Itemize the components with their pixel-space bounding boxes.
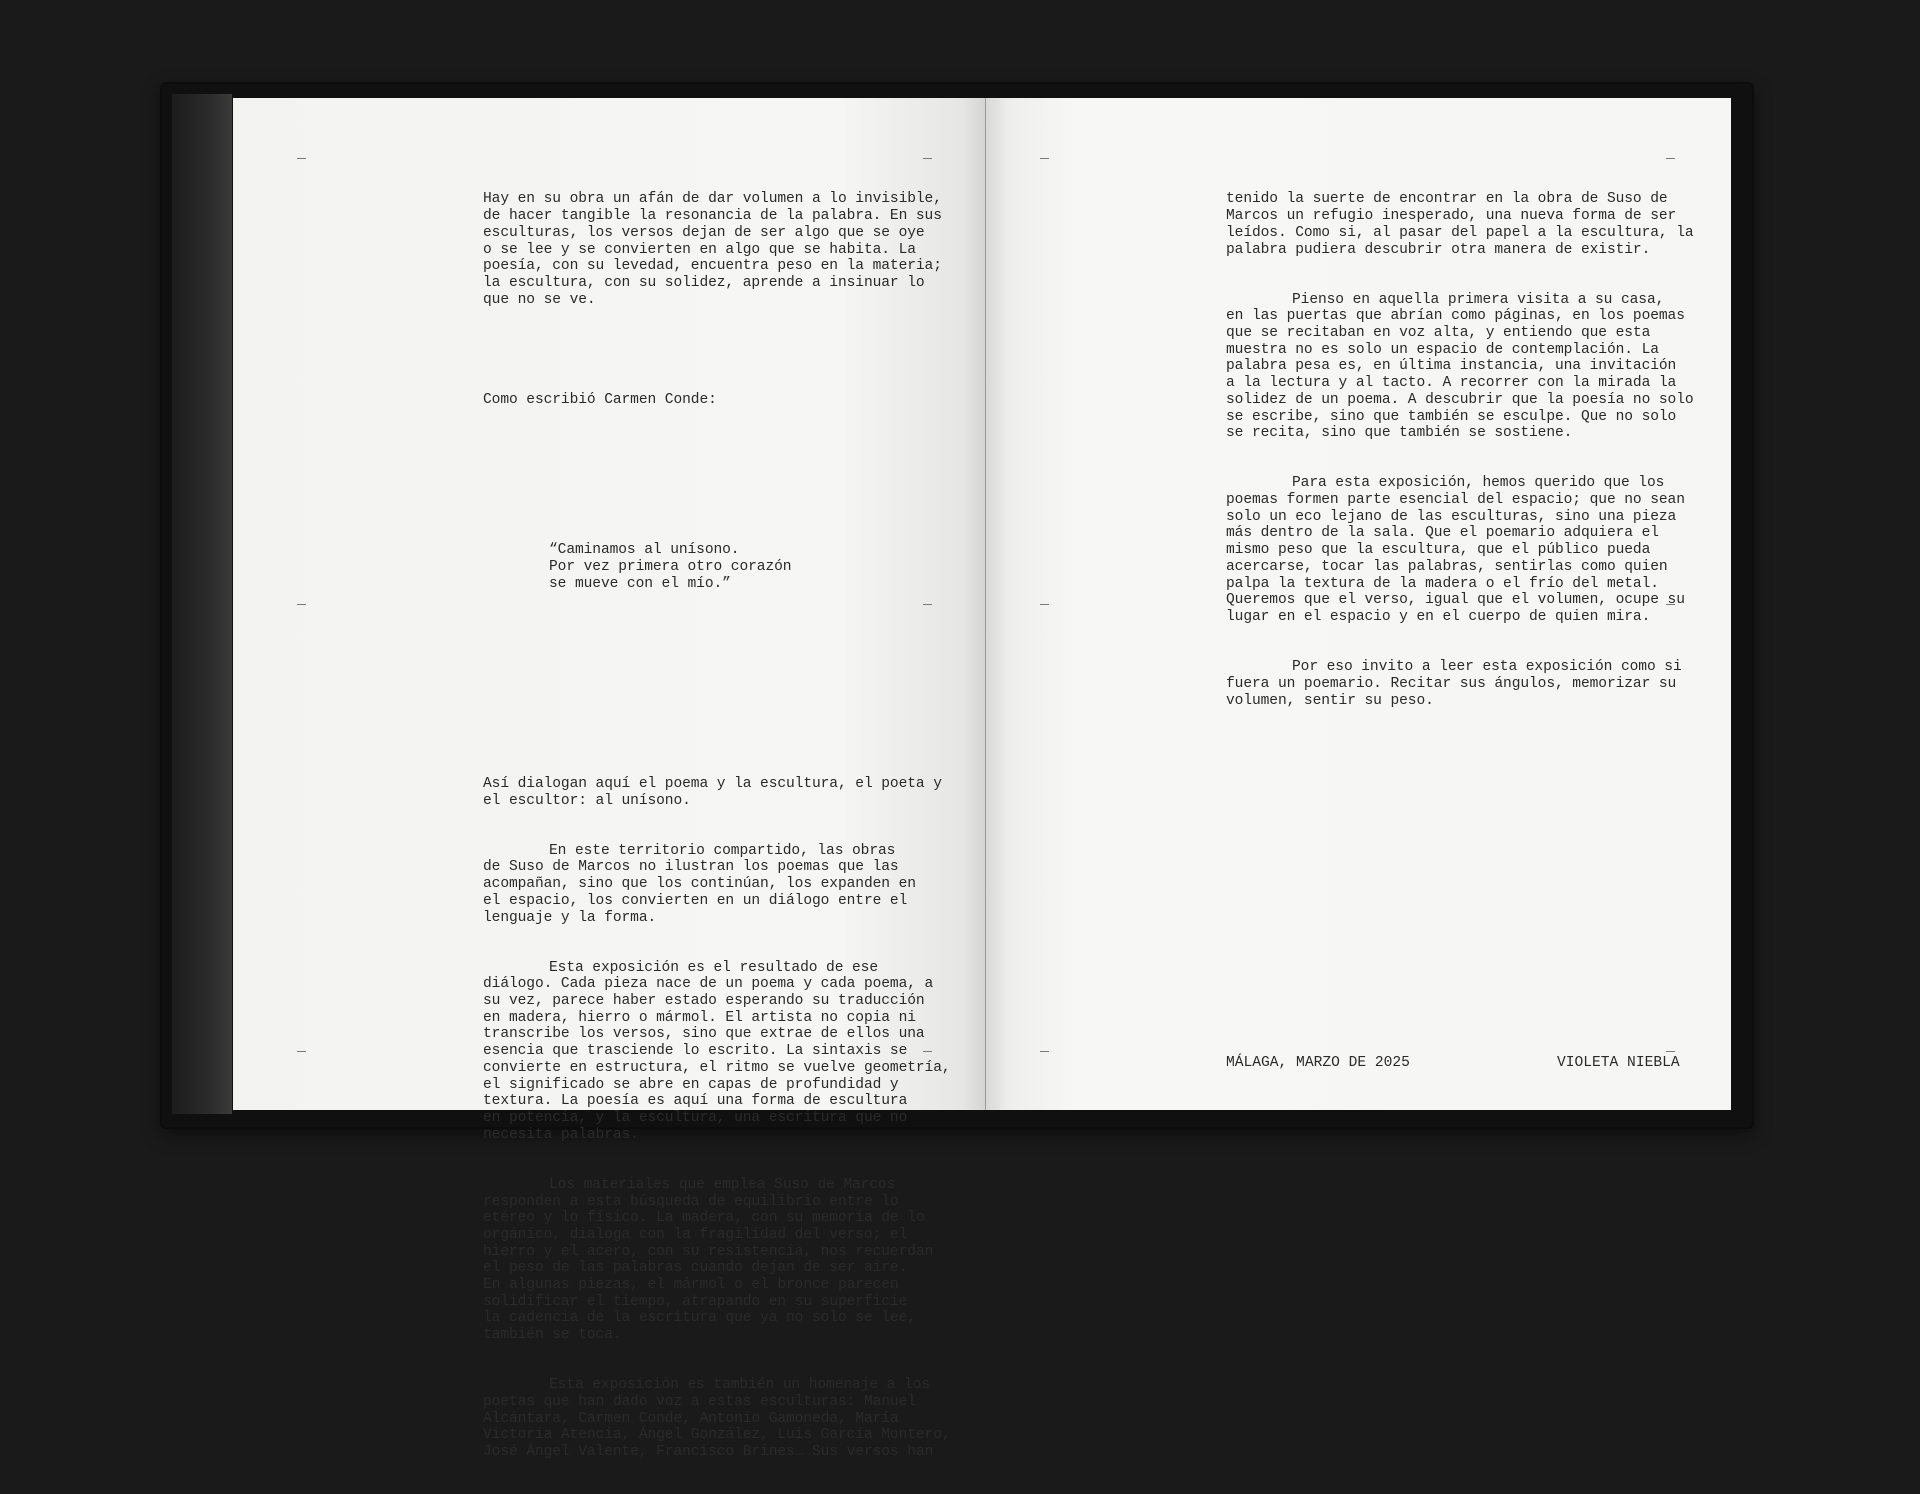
carmen-conde-quote (483, 542, 951, 592)
crop-mark (1666, 1051, 1675, 1052)
text-line: acercarse, tocar las palabras, sentirlas como quien (1226, 558, 1668, 575)
text-line: poesía, con su levedad, encuentra peso en la materia; (483, 258, 942, 275)
text-line: poemas formen parte esencial del espacio; que no sean (1226, 492, 1685, 509)
text-line: transcribe los versos, sino que extrae de ellos una (483, 1026, 925, 1043)
text-line: Por vez primera otro corazón (549, 558, 792, 575)
text-line: lenguaje y la forma. (483, 909, 657, 926)
text-line: se escribe, sino que también se esculpe. Que no solo (1226, 408, 1677, 425)
text-line: José Ángel Valente, Francisco Brines… Sus versos han (483, 1444, 934, 1461)
text-line: que se recitaban en voz alta, y entiendo que esta (1226, 325, 1651, 342)
text-line: necesita palabras. (483, 1126, 639, 1143)
text-line: Alcántara, Carmen Conde, Antonio Gamoneda, María (483, 1410, 899, 1427)
text-line: solo un eco lejano de las esculturas, sino una pieza (1226, 508, 1677, 525)
author-name: VIOLETA NIEBLA (1557, 1055, 1680, 1071)
text-line: convierte en estructura, el ritmo se vuelve geometría, (483, 1059, 951, 1076)
text-line: en las puertas que abrían como páginas, en los poemas (1226, 308, 1685, 325)
text-line: orgánico, dialoga con la fragilidad del verso; el (483, 1226, 908, 1243)
text-line: esculturas, los versos dejan de ser algo que se oye (483, 224, 925, 241)
text-line: Queremos que el verso, igual que el volumen, ocupe su (1226, 592, 1685, 609)
text-line: palabra pesa es, en última instancia, una invitación (1226, 358, 1677, 375)
text-line: diálogo. Cada pieza nace de un poema y cada poema, a (483, 976, 934, 993)
crop-mark (297, 604, 306, 605)
text-line: que no se ve. (483, 291, 596, 308)
intro-paragraph (483, 191, 951, 308)
text-line: Para esta exposición, hemos querido que los (1292, 475, 1665, 492)
text-line: el significado se abre en capas de profundidad y (483, 1076, 899, 1093)
text-line: Hay en su obra un afán de dar volumen a lo invisible, (483, 191, 942, 208)
text-line: más dentro de la sala. Que el poemario adquiera el (1226, 525, 1659, 542)
crop-mark (297, 158, 306, 159)
crop-mark (1040, 158, 1049, 159)
text-line: también se toca. (483, 1327, 622, 1344)
right-page (986, 98, 1731, 1110)
text-line: Los materiales que emplea Suso de Marcos (549, 1176, 896, 1193)
text-line: textura. La poesía es aquí una forma de escultura (483, 1093, 908, 1110)
text-line: muestra no es solo un espacio de contemplación. La (1226, 341, 1659, 358)
paragraph-4 (483, 1177, 951, 1344)
text-line: fuera un poemario. Recitar sus ángulos, memorizar su (1226, 675, 1677, 692)
place-date: MÁLAGA, MARZO DE 2025 (1226, 1055, 1410, 1071)
text-line: Por eso invito a leer esta exposición como si (1292, 659, 1682, 676)
text-line: en madera, hierro o mármol. El artista no copia ni (483, 1009, 916, 1026)
text-line: el escultor: al unísono. (483, 792, 691, 809)
text-line: se mueve con el mío.” (549, 575, 731, 592)
text-line: de hacer tangible la resonancia de la palabra. En sus (483, 208, 942, 225)
text-line: o se lee y se convierten en algo que se habita. La (483, 241, 916, 258)
text-line: palabra pudiera descubrir otra manera de existir. (1226, 241, 1651, 258)
quote-intro: Como escribió Carmen Conde: (483, 391, 717, 408)
text-line: de Suso de Marcos no ilustran los poemas que las (483, 859, 899, 876)
text-line: responden a esta búsqueda de equilibrio entre lo (483, 1193, 899, 1210)
text-line: lugar en el espacio y en el cuerpo de quien mira. (1226, 608, 1651, 625)
text-line: Esta exposición es el resultado de ese (549, 959, 878, 976)
text-line: En algunas piezas, el mármol o el bronce parecen (483, 1277, 899, 1294)
text-line: acompañan, sino que los continúan, los expanden en (483, 876, 916, 893)
text-line: Pienso en aquella primera visita a su casa, (1292, 291, 1665, 308)
text-line: Victoria Atencia, Ángel González, Luis García Montero, (483, 1427, 951, 1444)
text-line: la escultura, con su solidez, aprende a insinuar lo (483, 274, 925, 291)
text-line: “Caminamos al unísono. (549, 542, 740, 559)
text-line: la cadencia de la escritura que ya no solo se lee, (483, 1310, 916, 1327)
cover-edge (172, 94, 232, 1114)
paragraph-2 (483, 843, 951, 927)
paragraph-1 (1226, 191, 1694, 258)
text-line: solidificar el tiempo, atrapando en su superficie (483, 1293, 908, 1310)
after-quote-paragraph (483, 776, 951, 809)
text-line: etéreo y lo físico. La madera, con su memoria de lo (483, 1210, 925, 1227)
text-line: leídos. Como si, al pasar del papel a la escultura, la (1226, 224, 1694, 241)
text-line: Esta exposición es también un homenaje a los (549, 1377, 930, 1394)
left-page-text (483, 158, 951, 1494)
right-page-text (1226, 158, 1694, 743)
text-line: Así dialogan aquí el poema y la escultura, el poeta y (483, 775, 942, 792)
paragraph-4 (1226, 659, 1694, 709)
text-line: solidez de un poema. A descubrir que la poesía no solo (1226, 391, 1694, 408)
text-line: palpa la textura de la madera o el frío del metal. (1226, 575, 1659, 592)
crop-mark (1040, 604, 1049, 605)
text-line: tenido la suerte de encontrar en la obra de Suso de (1226, 191, 1668, 208)
text-line: esencia que trasciende lo escrito. La sintaxis se (483, 1043, 908, 1060)
text-line: mismo peso que la escultura, que el público pueda (1226, 542, 1651, 559)
crop-mark (1040, 1051, 1049, 1052)
text-line: a la lectura y al tacto. A recorrer con la mirada la (1226, 375, 1677, 392)
text-line: En este territorio compartido, las obras (549, 842, 896, 859)
text-line: el peso de las palabras cuando dejan de ser aire. (483, 1260, 908, 1277)
text-line: Marcos un refugio inesperado, una nueva forma de ser (1226, 208, 1677, 225)
text-line: el espacio, los convierten en un diálogo entre el (483, 892, 908, 909)
text-line: su vez, parece haber estado esperando su traducción (483, 993, 925, 1010)
text-line: se recita, sino que también se sostiene. (1226, 425, 1573, 442)
paragraph-5 (483, 1377, 951, 1461)
paragraph-2 (1226, 292, 1694, 442)
text-line: en potencia, y la escultura, una escritura que no (483, 1109, 908, 1126)
paragraph-3 (483, 960, 951, 1144)
left-page (233, 98, 985, 1461)
text-line: hierro y el acero, con su resistencia, nos recuerdan (483, 1243, 934, 1260)
text-line: poetas que han dado voz a estas esculturas: Manuel (483, 1393, 916, 1410)
crop-mark (297, 1051, 306, 1052)
text-line: volumen, sentir su peso. (1226, 692, 1434, 709)
paragraph-3 (1226, 475, 1694, 625)
